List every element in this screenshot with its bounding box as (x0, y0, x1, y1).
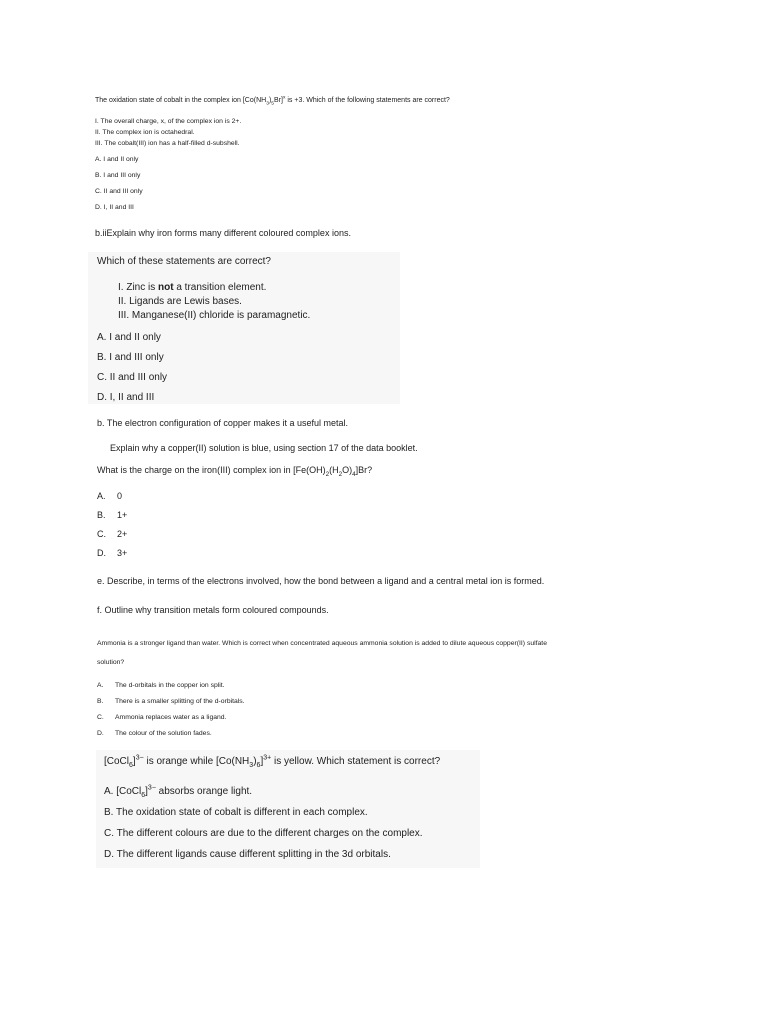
q2-text: b.iiExplain why iron forms many different coloured complex ions. (95, 228, 351, 238)
q8-option-c: C. Ammonia replaces water as a ligand. (97, 714, 227, 721)
q8-stem-line-1: Ammonia is a stronger ligand than water. Which is correct when concentrated aqueous ammonia solution is added to dilute aqueous copper(II) sulfate (97, 640, 547, 647)
q4-b-text: b. The electron configuration of copper makes it a useful metal. (97, 418, 348, 428)
q5-options (97, 487, 127, 563)
q8-options (97, 678, 245, 742)
q8-stem-line-2: solution? (97, 659, 125, 666)
q1-option-c: C. II and III only (95, 188, 143, 195)
q5-option-a: A. 0 (97, 491, 123, 501)
q7-f-text: f. Outline why transition metals form coloured compounds. (97, 605, 329, 615)
q1-option-a: A. I and II only (95, 156, 139, 163)
q3-option-d: D. I, II and III (97, 392, 155, 403)
q8-option-b: B. There is a smaller splitting of the d-orbitals. (97, 698, 245, 705)
q3-statement-2: II. Ligands are Lewis bases. (118, 296, 242, 307)
q3-statements (118, 281, 310, 323)
q3-option-c: C. II and III only (97, 372, 168, 383)
q3-option-b: B. I and III only (97, 352, 164, 363)
q8-option-a: A. The d-orbitals in the copper ion split. (97, 682, 225, 689)
q3-statement-3: III. Manganese(II) chloride is paramagnetic. (118, 310, 311, 321)
q5-option-d: D. 3+ (97, 548, 128, 558)
q6-e-text: e. Describe, in terms of the electrons involved, how the bond between a ligand and a central metal ion is formed. (97, 576, 545, 586)
q3-options (97, 328, 167, 408)
q1-statement-1: I. The overall charge, x, of the complex ion is 2+. (95, 118, 242, 125)
q9-options (104, 781, 423, 865)
q5-option-b: B. 1+ (97, 510, 128, 520)
q1-options (95, 152, 143, 216)
q1-statements (95, 116, 241, 149)
q9-option-c: C. The different colours are due to the different charges on the complex. (104, 828, 423, 839)
q4-explain: Explain why a copper(II) solution is blue, using section 17 of the data booklet. (110, 443, 418, 453)
q3-stem: Which of these statements are correct? (97, 256, 271, 267)
q5-option-c: C. 2+ (97, 529, 128, 539)
q8-option-d: D. The colour of the solution fades. (97, 730, 212, 737)
q1-statement-3: III. The cobalt(III) ion has a half-filled d-subshell. (95, 140, 240, 147)
q3-statement-1: I. Zinc is not a transition element. (118, 282, 267, 293)
q9-option-d: D. The different ligands cause different splitting in the 3d orbitals. (104, 849, 391, 860)
q1-statement-2: II. The complex ion is octahedral. (95, 129, 195, 136)
q1-stem: The oxidation state of cobalt in the complex ion $[Co(NH_3)_5Br]^x$ is +3. Which of the following statements are correct? (95, 95, 450, 107)
q5-stem: What is the charge on the iron(III) complex ion in $[Fe(OH)_2(H_2O)_4]Br$? (97, 465, 373, 478)
q3-option-a: A. I and II only (97, 332, 161, 343)
q1-option-b: B. I and III only (95, 172, 141, 179)
q9-option-a: A. [CoCl$_6$]$^{3-}$ absorbs orange light. (104, 784, 253, 799)
q9-option-b: B. The oxidation state of cobalt is different in each complex. (104, 807, 368, 818)
q9-stem: [CoCl$_6$]$^{3-}$ is orange while $[Co(NH_3)_6]^{3+}$ is yellow. Which statement is correct? (104, 754, 441, 769)
q1-option-d: D. I, II and III (95, 204, 134, 211)
